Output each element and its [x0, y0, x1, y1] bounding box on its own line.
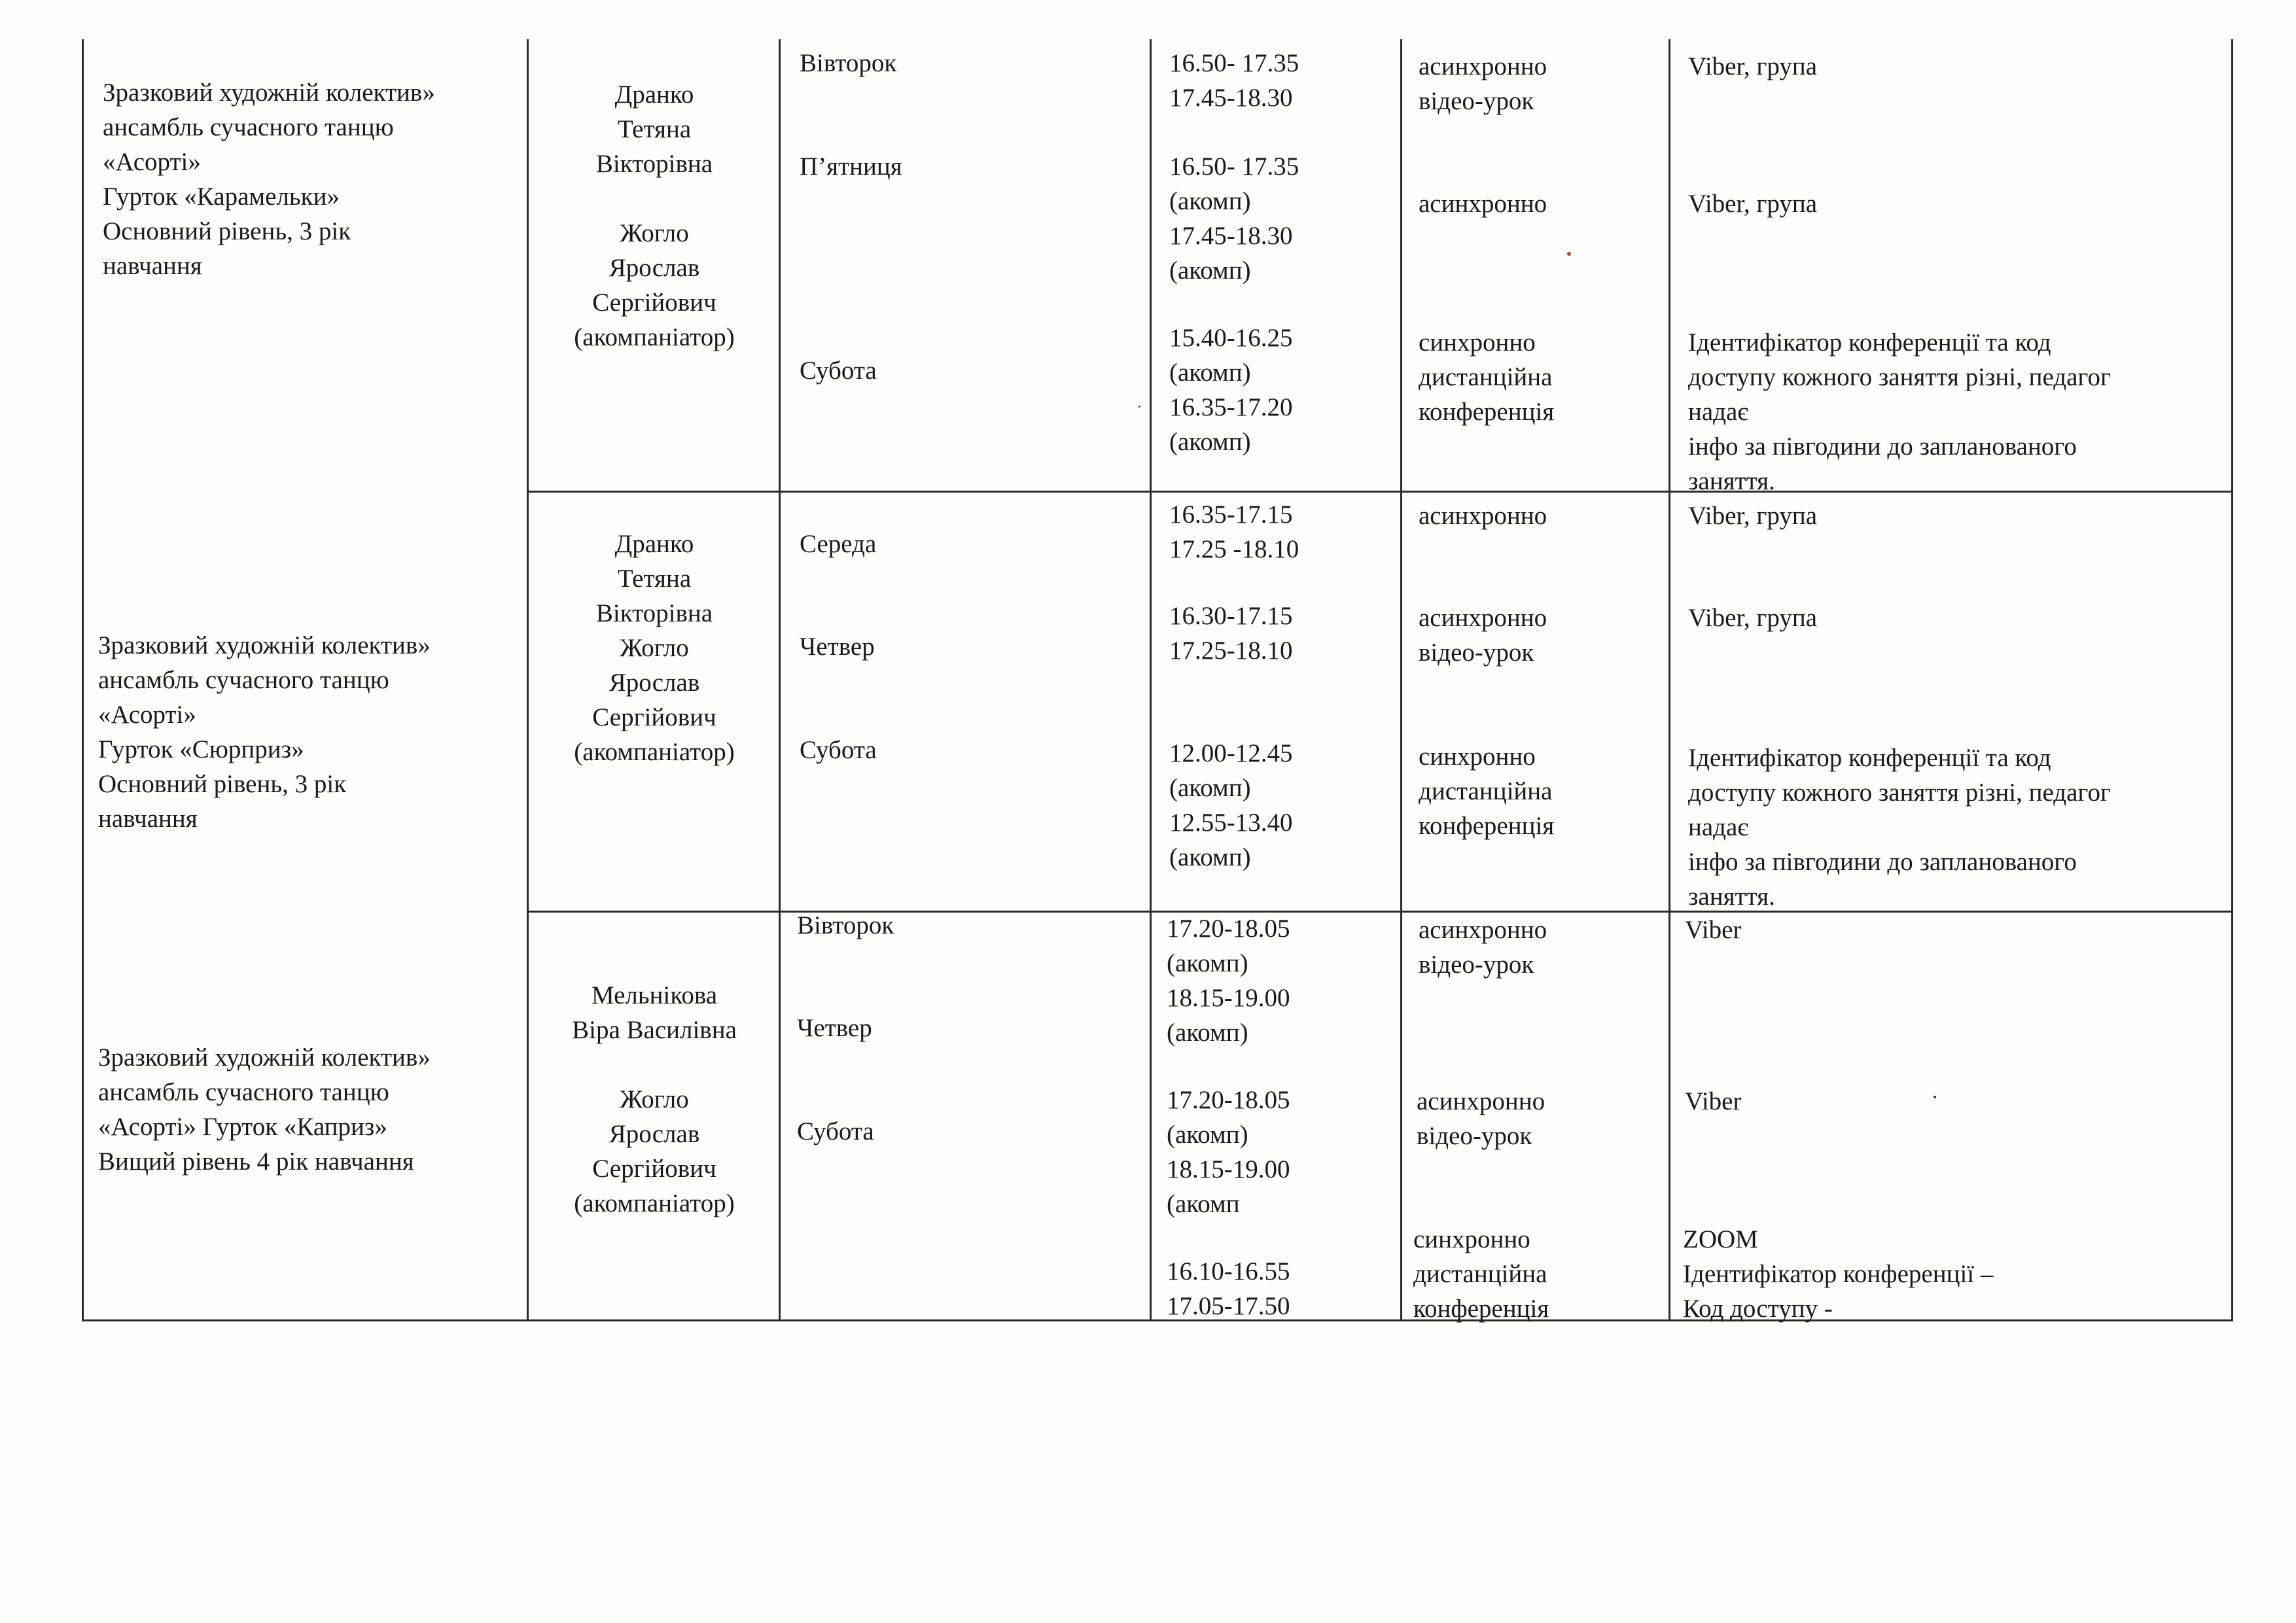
session-platform: ZOOM Ідентифікатор конференції – Код доступу - [1683, 1225, 1994, 1323]
session-day: Четвер [800, 633, 875, 661]
session-day: Вівторок [800, 49, 897, 77]
table-border-left [82, 39, 84, 1321]
column-divider [1669, 39, 1670, 1321]
session-time: 16.50- 17.35 (акомп) 17.45-18.30 (акомп) [1169, 152, 1299, 285]
session-time: 17.20-18.05 (акомп) 18.15-19.00 (акомп [1167, 1086, 1290, 1218]
session-mode: синхронно дистанційна конференція [1419, 328, 1555, 426]
session-time: 16.50- 17.35 17.45-18.30 [1169, 49, 1299, 112]
session-time: 16.10-16.55 17.05-17.50 [1167, 1257, 1290, 1320]
session-mode: асинхронно відео-урок [1419, 52, 1547, 115]
session-mode: синхронно дистанційна конференція [1413, 1225, 1549, 1323]
group-name: Зразковий художній колектив» ансамбль сучасного танцю «Асорті» Гурток «Карамельки» Основний рівень, 3 рік навчання [103, 79, 435, 280]
session-mode: синхронно дистанційна конференція [1419, 742, 1555, 840]
scan-speck [1139, 406, 1140, 408]
session-platform: Viber, група [1688, 604, 1818, 632]
session-time: 12.00-12.45 (акомп) 12.55-13.40 (акомп) [1169, 739, 1293, 871]
session-mode: асинхронно відео-урок [1419, 916, 1547, 979]
session-mode: асинхронно [1419, 190, 1547, 218]
session-platform: Ідентифікатор конференції та код доступу кожного заняття різні, педагог надає інфо за півгодини до запланованого заняття. [1688, 328, 2111, 495]
session-platform: Ідентифікатор конференції та код доступу кожного заняття різні, педагог надає інфо за півгодини до запланованого заняття. [1688, 744, 2111, 911]
session-day: Вівторок [797, 911, 894, 939]
teacher-names: Дранко Тетяна Вікторівна Жогло Ярослав Сергійович (акомпаніатор) [574, 530, 735, 766]
column-divider [527, 39, 529, 1321]
session-time: 16.35-17.15 17.25 -18.10 [1169, 500, 1299, 563]
session-mode: асинхронно [1419, 502, 1547, 530]
session-platform: Viber, група [1688, 190, 1818, 218]
group-name: Зразковий художній колектив» ансамбль сучасного танцю «Асорті» Гурток «Каприз» Вищий рівень 4 рік навчання [98, 1043, 431, 1176]
session-time: 16.30-17.15 17.25-18.10 [1169, 602, 1293, 665]
session-mode: асинхронно відео-урок [1419, 604, 1547, 667]
teacher-names: Дранко Тетяна Вікторівна Жогло Ярослав Сергійович (акомпаніатор) [574, 80, 735, 351]
session-time: 17.20-18.05 (акомп) 18.15-19.00 (акомп) [1167, 915, 1290, 1047]
column-divider [779, 39, 781, 1321]
session-platform: Viber, група [1688, 52, 1818, 80]
scan-speck [1567, 252, 1571, 256]
session-day: П’ятниця [800, 152, 902, 181]
session-day: Четвер [797, 1014, 872, 1042]
session-mode: асинхронно відео-урок [1417, 1087, 1545, 1150]
column-divider [1400, 39, 1402, 1321]
column-divider [1150, 39, 1152, 1321]
session-platform: Viber, група [1688, 502, 1818, 530]
group-name: Зразковий художній колектив» ансамбль сучасного танцю «Асорті» Гурток «Сюрприз» Основний рівень, 3 рік навчання [98, 631, 431, 833]
scan-speck [1934, 1096, 1936, 1098]
table-border-right [2231, 39, 2233, 1321]
session-day: Субота [797, 1117, 874, 1145]
session-day: Середа [800, 530, 877, 558]
session-day: Субота [800, 357, 877, 385]
session-platform: Viber [1685, 916, 1742, 944]
session-day: Субота [800, 736, 877, 764]
teacher-names: Мельнікова Віра Василівна Жогло Ярослав Сергійович (акомпаніатор) [572, 981, 737, 1217]
session-time: 15.40-16.25 (акомп) 16.35-17.20 (акомп) [1169, 324, 1293, 456]
session-platform: Viber [1685, 1087, 1742, 1115]
